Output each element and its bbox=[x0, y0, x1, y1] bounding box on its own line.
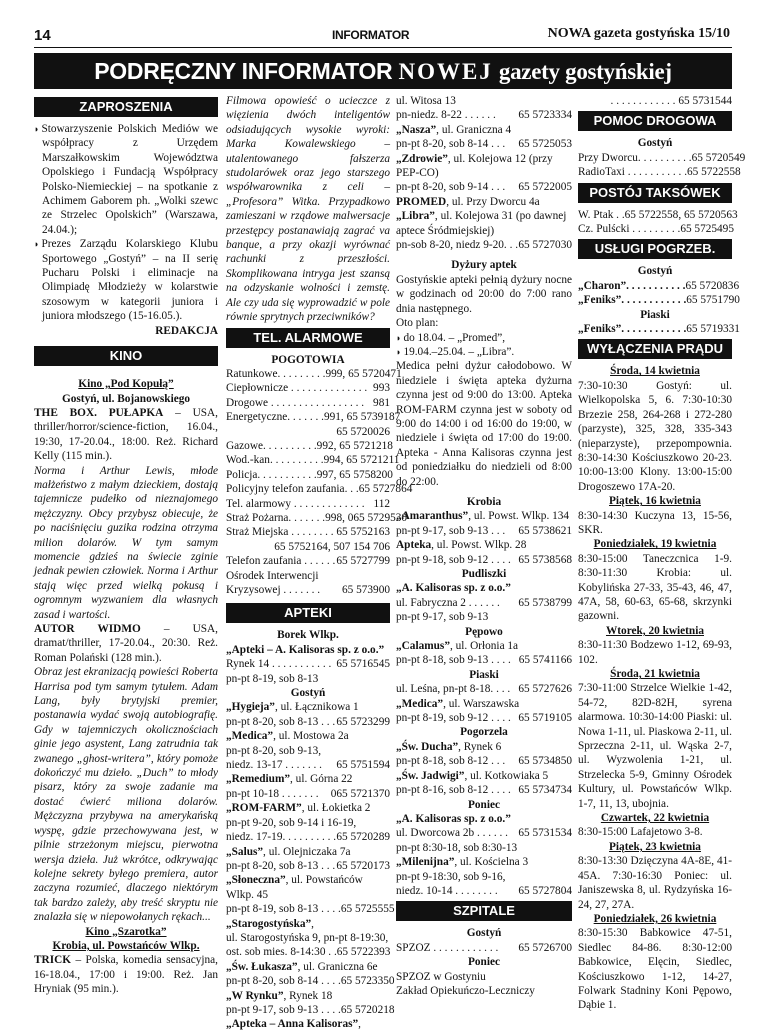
phone-row bbox=[226, 525, 390, 539]
text: 8:30-13:30 Dzięczyna 4A-8E, 41-45A. 7:30-16:30 Poniec: ul. Janiszewska 8, ul. Rydzyńska 16-24, 27, 27A. bbox=[578, 855, 732, 911]
text: ul. Dworcowa 2b . . . . . . bbox=[396, 827, 509, 840]
text: pn-pt 9-17, sob 9-13 bbox=[396, 611, 489, 624]
invitation-sign: REDAKCJA bbox=[155, 324, 218, 337]
text: „Medica” bbox=[226, 730, 274, 743]
text bbox=[396, 884, 572, 898]
movie-1-title: THE BOX. PUŁAPKA bbox=[34, 406, 164, 419]
text: PROMED bbox=[396, 195, 447, 208]
text: pn-sob 8-20, niedz 9-20. . . bbox=[396, 239, 519, 252]
text: pn-pt 8-20, sob 8-13 . . . bbox=[226, 715, 336, 728]
text: pn-pt 8-19, sob 8-13 . . . . bbox=[226, 903, 341, 916]
text: 65 5751790 bbox=[686, 294, 740, 307]
town-poniec: Poniec bbox=[468, 798, 500, 811]
text: Poniec bbox=[468, 956, 500, 969]
phone-row bbox=[226, 396, 390, 410]
text bbox=[226, 787, 390, 801]
text bbox=[226, 945, 390, 959]
header-taxi: POSTÓJ TAKSÓWEK bbox=[578, 183, 732, 203]
text: pn-pt 8-20, sob 9-13, bbox=[226, 744, 322, 757]
text: pn-pt 8-20, sob 8-14 . . . bbox=[396, 138, 506, 151]
text: 65 5727799 bbox=[336, 555, 390, 568]
text: 65 5725555 bbox=[340, 903, 395, 916]
text: , ul. Łokietka 2 bbox=[301, 802, 371, 815]
text: , bbox=[311, 917, 314, 930]
town-pudliszki: Pudliszki bbox=[461, 568, 507, 580]
pharmacy-row bbox=[226, 657, 390, 671]
town-pogorzela: Pogorzela bbox=[460, 726, 508, 739]
text: 8:30-15:00 Lafajetowo 3-8. bbox=[578, 826, 703, 839]
text: Piaski bbox=[640, 308, 670, 321]
pharmacy-hours: pn-pt 8-19, sob 8-13 bbox=[226, 672, 319, 685]
movie-3-title: TRICK bbox=[34, 954, 72, 967]
text: 8:30-15:00 Taneczcnica 1-9. 8:30-11:30 Krobia: ul. Kobylińska 27-33, 35-43, 46, 47, 47A, 58, 60-63, 65-68, skrzynki gazowni. bbox=[578, 552, 732, 623]
text: , ul. Mostowa 2a bbox=[273, 730, 349, 743]
pharmacy-entry bbox=[226, 772, 390, 786]
text bbox=[396, 682, 572, 696]
text: Gostyń bbox=[637, 137, 673, 150]
text bbox=[396, 941, 572, 955]
text: 65 5723350 bbox=[340, 975, 395, 988]
header-szpitale: SZPITALE bbox=[396, 901, 572, 921]
text: pn-pt 9-17, sob 9-13 . . . . bbox=[226, 1003, 341, 1016]
text: „Charon”. . . . . . . . . . . bbox=[578, 279, 686, 292]
text: RadioTaxi . . . . . . . . . . . bbox=[578, 166, 688, 179]
text bbox=[226, 758, 390, 772]
movie-3-desc: Filmowa opowieść o ucieczce z więzienia dwóch inteligentów odsiadujących wysokie wyroki: Marka Kowalewskiego – utalentowanego fałszerza studolarówek oraz jego starszego współwarownika z celi – „Profesora” Witka. Przypadkowo zamieszani w rządowe malwersacje przestępcy postanawiają zagrać va banque, a przy okazji wyrównać rachunki z przeszłości. Skomplikowana intryga jest szansą na odzyskanie wolności i zemstę. Ale czy uda się wyprowadzić w pole równie sprytnych przeciwników? bbox=[226, 95, 390, 324]
text: pn-niedz. 8-22 . . . . . . bbox=[396, 109, 496, 122]
text: „Św. Jadwigi” bbox=[396, 769, 465, 782]
text: 65 5720289 bbox=[336, 831, 390, 844]
text: 65 5725495 bbox=[680, 223, 734, 236]
text: „Hygieja” bbox=[226, 701, 275, 714]
text bbox=[396, 855, 572, 869]
text: , ul. Powst. Wlkp. 28 bbox=[431, 539, 527, 552]
text: 65 5727864 bbox=[358, 483, 413, 496]
text: , ul. Powstańców Wlkp. 45 bbox=[226, 874, 363, 901]
banner-part1: PODRĘCZNY INFORMATOR bbox=[94, 58, 393, 84]
text bbox=[226, 830, 390, 844]
phone-row bbox=[226, 583, 390, 597]
text: 7:30-11:00 Strzelce Wielkie 1-42, 54-72, 82D-82H, syrena alarmowa. 10:30-14:00 Piaski: ul. Nowa 1-11, ul. Piaskowa 2-11, ul. Sprzeczna 2-11, ul. Wąska 2-7, ul. Wyzwolenia 1-21, ul. Strzelecka 5-9, Gminny Ośrodek Kultury, ul. Powstańców Wlkp. 1-7, 11, 13, ubojnia. bbox=[578, 682, 732, 810]
duty-header: Dyżury aptek bbox=[451, 259, 517, 272]
page-number: 14 bbox=[34, 27, 51, 44]
header-pomoc: POMOC DROGOWA bbox=[578, 111, 732, 131]
text: „W Rynku” bbox=[226, 989, 284, 1002]
pharmacy-entry bbox=[226, 700, 390, 714]
text: ul. Starogostyńska 9, pn-pt 8-19:30, bbox=[226, 931, 389, 944]
text: ost. sob mies. 8-14:30 . . bbox=[226, 946, 337, 959]
header-pogrzeb: USŁUGI POGRZEB. bbox=[578, 239, 732, 259]
text: 65 5719105 bbox=[518, 712, 572, 725]
phone-row bbox=[226, 497, 390, 511]
text bbox=[396, 740, 572, 754]
header-kino: KINO bbox=[34, 346, 218, 366]
text: Energetyczne. . . . . . . bbox=[226, 411, 324, 424]
movie-2 bbox=[34, 622, 218, 665]
text: . . . . . . . . . . . . 65 5731544 bbox=[610, 95, 732, 107]
pharmacy-entry bbox=[226, 729, 390, 743]
text: 65 5752163 bbox=[336, 526, 390, 539]
header-prad: WYŁĄCZENIA PRĄDU bbox=[578, 339, 732, 359]
text: ul. Witosa 13 bbox=[396, 95, 456, 107]
text bbox=[396, 180, 572, 194]
text bbox=[396, 209, 572, 238]
pharmacy-entry bbox=[226, 960, 390, 974]
cinema-address: Gostyń, ul. Bojanowskiego bbox=[61, 392, 191, 405]
banner-nowej: NOWEJ bbox=[398, 59, 493, 84]
text: „Św. Ducha” bbox=[396, 740, 459, 753]
text: Ratunkowe. . . . . . . . . bbox=[226, 367, 326, 380]
invitation-2: ◗ Prezes Zarządu Kolarskiego Klubu Sportowego „Gostyń” – na II serię Pucharu Polski i eliminacje na Olimpiadę Młodzieży w kolarstwie szosowym w kategorii juniora i juniora młodszego (15-16.05.). bbox=[34, 237, 218, 323]
text: Czwartek, 22 kwietnia bbox=[600, 812, 710, 825]
text: Środa, 14 kwietnia bbox=[610, 365, 700, 378]
movie-1-info: – USA, thriller/horror/science-fiction, 16.04., 19:30, 17-20.04., 18:00. Reż. Richard Kelly (115 min.). bbox=[34, 406, 218, 463]
text: , ul. Orłonia 1a bbox=[449, 640, 519, 653]
text: , Rynek 6 bbox=[458, 740, 502, 753]
text: 7:30-10:30 Gostyń: ul. Wielkopolska 5, 6. 7:30-10:30 Brzezie 258, 264-268 i 272-280 (parzyste), 325, 328, 335-343 (nieparzyste), przepompownia. 8:30-14:30 Kościuszkowo 20-23. 10:00-13:00 Klony. 13:00-15:00 Drogoszewo 17A-20. bbox=[578, 379, 732, 493]
text: pn-pt 9-20, sob 9-14 i 16-19, bbox=[226, 816, 357, 829]
text: , ul. Warszawska bbox=[443, 697, 520, 710]
text: 65 5723299 bbox=[336, 715, 390, 728]
text bbox=[396, 108, 572, 122]
text: , ul. Graniczna 6e bbox=[297, 960, 378, 973]
text: , ul. Łącznikowa 1 bbox=[274, 701, 359, 714]
text: 981 bbox=[373, 396, 390, 409]
movie-2-info: – USA, dramat/thriller, 17-20.04., 20:30. Reż. Roman Polański (128 min.). bbox=[34, 623, 218, 664]
text bbox=[578, 151, 746, 165]
text bbox=[578, 208, 738, 222]
text bbox=[578, 279, 740, 293]
text: , ul. Górna 22 bbox=[290, 773, 353, 786]
text: 65 5720836 bbox=[685, 279, 740, 292]
text: 65 5720173 bbox=[336, 859, 390, 872]
movie-1 bbox=[34, 406, 218, 464]
text bbox=[226, 974, 395, 988]
text bbox=[226, 1003, 395, 1017]
text: pn-pt 9-17, sob 9-13 . . . bbox=[396, 524, 506, 537]
text: „Feniks”. . . . . . . . . . . . bbox=[578, 323, 687, 336]
text: 8:30-11:30 Bodzewo 1-12, 69-93, 102. bbox=[578, 639, 732, 666]
text: pn-pt 8-18, sob 9-13 . . . . bbox=[396, 654, 511, 667]
text: pn-pt 8-20, sob 8-14 . . . . bbox=[226, 975, 341, 988]
text: „Słoneczna” bbox=[226, 874, 286, 887]
text bbox=[396, 769, 572, 783]
phone-row bbox=[226, 569, 390, 583]
text: „ROM-FARM” bbox=[226, 802, 302, 815]
town-pepowo: Pępowo bbox=[465, 625, 503, 638]
text: Gostyńskie apteki pełnią dyżury nocne w godzinach od 20:00 do 7:00 rano dnia następnego. bbox=[396, 273, 572, 315]
text bbox=[396, 754, 572, 768]
pharmacy-entry bbox=[226, 873, 390, 902]
text bbox=[396, 653, 572, 667]
text: 65 5731534 bbox=[518, 827, 572, 840]
text: 999, 65 5720471 bbox=[325, 367, 402, 380]
text: SPZOZ . . . . . . . . . . . . bbox=[396, 941, 499, 954]
text: 65 5722558, 65 5720563 bbox=[624, 208, 738, 221]
pharmacy-entry bbox=[226, 989, 390, 1003]
text: , Rynek 18 bbox=[283, 989, 333, 1002]
text: Drogowe . . . . . . . . . . . . . . . . . bbox=[226, 396, 365, 409]
text: 991, 65 5739187 bbox=[323, 411, 401, 424]
text bbox=[578, 165, 741, 179]
text: 65 5752164, 507 154 706 bbox=[274, 540, 390, 553]
movie-3-info: – Polska, komedia sensacyjna, 16-18.04., 17:00 i 19:00. Reż. Jan Hryniak (95 min.). bbox=[34, 954, 218, 996]
text: 65 5716545 bbox=[336, 658, 390, 671]
text: 65 5726700 bbox=[518, 941, 572, 954]
text: Gostyń bbox=[637, 265, 673, 278]
text: „Calamus” bbox=[396, 640, 450, 653]
text: 65 5722393 bbox=[336, 946, 391, 959]
column-2 bbox=[226, 94, 413, 1032]
text: 65 5738568 bbox=[518, 553, 572, 566]
text: , ul. Kolejowa 31 (po dawnej aptece Śródmiejskiej) bbox=[396, 210, 567, 237]
text: „Św. Łukasza” bbox=[226, 960, 298, 973]
text: 65 5725053 bbox=[518, 138, 572, 151]
text: 65 573900 bbox=[341, 584, 390, 596]
text: Przy Dworcu. . . . . . . . . . bbox=[578, 151, 692, 164]
header-tel: TEL. ALARMOWE bbox=[226, 328, 390, 348]
text: „Medica” bbox=[396, 697, 444, 710]
text: pn-pt 8-18, sob 8-12 . . . bbox=[396, 755, 506, 768]
phone-row bbox=[226, 381, 390, 395]
text: Cz. Pulścki . . . . . . . . . bbox=[578, 223, 681, 236]
phone-row bbox=[226, 468, 393, 482]
text: Poniedziałek, 19 kwietnia bbox=[593, 538, 717, 551]
text bbox=[396, 195, 572, 209]
text bbox=[396, 697, 572, 711]
phone-row bbox=[226, 425, 390, 439]
text bbox=[396, 152, 572, 181]
text: 65 5727804 bbox=[518, 884, 572, 897]
text: , ul. Graniczna 4 bbox=[436, 123, 512, 136]
pharmacy-entry bbox=[226, 801, 390, 815]
town-piaski: Piaski bbox=[469, 668, 499, 681]
text: Straż Pożarna. . . . . . . bbox=[226, 511, 326, 524]
pharmacy-entry bbox=[226, 917, 390, 931]
phone-row bbox=[226, 367, 402, 381]
pharmacy-entry bbox=[226, 845, 390, 859]
text: 65 5741166 bbox=[518, 654, 572, 667]
text: Ciepłownicze . . . . . . . . . . . . . . bbox=[226, 382, 368, 395]
text: Wod.-kan. . . . . . . . . . bbox=[226, 454, 324, 467]
text: „Apteka – Anna Kalisoras” bbox=[226, 1018, 359, 1031]
text: niedz. 13-17 . . . . . . . bbox=[226, 759, 323, 772]
movie-3 bbox=[34, 953, 218, 996]
text bbox=[396, 639, 572, 653]
town-krobia: Krobia bbox=[466, 495, 502, 508]
text bbox=[578, 222, 732, 236]
text: „Starogostyńska” bbox=[226, 917, 312, 930]
text: , bbox=[358, 1018, 361, 1031]
text: ◗ do 18.04. – „Promed”, bbox=[396, 331, 572, 345]
text: Piątek, 16 kwietnia bbox=[609, 495, 701, 508]
text: Gazowe. . . . . . . . . . bbox=[226, 439, 317, 452]
phone-row bbox=[226, 482, 413, 496]
text bbox=[396, 538, 572, 552]
phone-row bbox=[226, 554, 390, 568]
text: 65 5727626 bbox=[518, 683, 572, 696]
town-borek: Borek Wlkp. bbox=[277, 629, 339, 642]
text bbox=[396, 238, 572, 252]
text: Zakład Opiekuńczo-Leczniczy bbox=[396, 984, 535, 997]
text: ul. Leśna, pn-pt 8-18. . . . bbox=[396, 683, 511, 696]
text: 65 5722005 bbox=[518, 181, 572, 194]
text: pn-pt 9-18:30, sob 9-16, bbox=[396, 870, 506, 883]
text: ◗ 19.04.–25.04. – „Libra”. bbox=[396, 345, 572, 359]
column-4 bbox=[578, 94, 746, 1013]
text: Poniedziałek, 26 kwietnia bbox=[593, 912, 717, 925]
text: , ul. Kotkowiaka 5 bbox=[464, 769, 549, 782]
text: pn-pt 8-20, sob 9-14 . . . bbox=[396, 181, 506, 194]
text: „Remedium” bbox=[226, 773, 291, 786]
text: 998, 065 5729530 bbox=[325, 511, 408, 524]
text: „Feniks”. . . . . . . . . . . . bbox=[578, 294, 687, 307]
text: „Libra” bbox=[396, 210, 435, 223]
text bbox=[396, 123, 572, 137]
text: 992, 65 5721218 bbox=[316, 439, 393, 452]
text: Gostyń bbox=[466, 927, 502, 940]
page-header bbox=[0, 0, 768, 52]
text bbox=[396, 524, 572, 538]
movie-2-title: AUTOR WIDMO bbox=[34, 623, 141, 635]
text bbox=[578, 293, 740, 307]
text: 65 5720549 bbox=[691, 151, 746, 164]
text: Policja. . . . . . . . . . . bbox=[226, 468, 317, 481]
text bbox=[578, 322, 740, 336]
text: Straż Miejska . . . . . . . . bbox=[226, 526, 334, 539]
text: Medica pełni dyżur całodobowo. W niedziele i święta apteka dyżurna czynna jest od 9:00 do 13:00. Apteka ROM-FARM czynna jest w soboty od 9:00 do 14:00 i od 16:00 do 19:00, w niedziele i święta od 17:00 do 19:00. Apteka - Anna Kalisoras czynna jest od poniedziałku do niedzieli od 8:00 do 22:00. bbox=[396, 360, 572, 488]
invitation-1: ◗ Stowarzyszenie Polskich Mediów we współpracy z Urzędem Marszałkowskim Województwa Opolskiego i Fundacją Współpracy Polsko-Niemieckiej – na spotkanie z Achimem Gaborem ph. „Wolki szewc ze Strzelec Opolskich” (Warszawa, 24.04.); bbox=[34, 122, 218, 237]
pharmacy-entry bbox=[226, 1017, 390, 1031]
text: Wtorek, 20 kwietnia bbox=[605, 624, 704, 637]
text: 065 5721370 bbox=[330, 787, 390, 800]
phone-row bbox=[226, 410, 401, 424]
banner-part3: gazety gostyńskiej bbox=[498, 59, 672, 84]
cinema-2-address: Krobia, ul. Powstańców Wlkp. bbox=[52, 939, 200, 952]
text bbox=[226, 902, 395, 916]
phone-row bbox=[226, 439, 393, 453]
text: 65 5738799 bbox=[518, 596, 572, 609]
text: Tel. alarmowy . . . . . . . . . . . . . bbox=[226, 497, 365, 510]
text: ul. Fabryczna 2 . . . . . . bbox=[396, 596, 500, 609]
text bbox=[226, 715, 390, 729]
phone-row bbox=[226, 453, 400, 467]
phone-row bbox=[226, 511, 408, 525]
text: „Nasza” bbox=[396, 123, 437, 136]
text: , ul. Powst. Wlkp. 134 bbox=[468, 510, 570, 523]
text: 65 5720026 bbox=[336, 425, 390, 438]
text: 994, 65 5721211 bbox=[323, 454, 400, 467]
text: , ul. Przy Dworcu 4a bbox=[446, 195, 540, 208]
cinema-2-name: Kino „Szarotka” bbox=[85, 925, 167, 938]
text bbox=[396, 783, 572, 797]
text: pn-pt 8-19, sob 9-12 . . . . bbox=[396, 712, 511, 725]
text: Policyjny telefon zaufania. . . bbox=[226, 483, 359, 496]
text: 65 5727030 bbox=[518, 239, 572, 252]
text: 65 5751594 bbox=[336, 759, 390, 772]
text bbox=[396, 711, 572, 725]
text: , ul. Kościelna 3 bbox=[454, 856, 529, 869]
text: Rynek 14 . . . . . . . . . . . bbox=[226, 658, 332, 671]
text: pn-pt 8-16, sob 8-12 . . . . bbox=[396, 784, 511, 797]
text: 8:30-15:30 Babkowice 47-51, Siedlec 84-86. 8:30-12:00 Babkowice, Elęcin, Siedlec, Kościuszkowo 1-12, 14-27, Folwark Stadniny Koni Pępowo, Dąbie 1. bbox=[578, 927, 732, 1012]
text: „Milenijna” bbox=[396, 856, 455, 869]
newspaper-title: NOWA gazeta gostyńska 15/10 bbox=[547, 26, 730, 41]
text: SPZOZ w Gostyniu bbox=[396, 970, 486, 983]
text: „Zdrowie” bbox=[396, 152, 448, 165]
text: pn-pt 8-20, sob 8-13 . . . bbox=[226, 859, 336, 872]
text: pn-pt 10-18 . . . . . . . bbox=[226, 787, 319, 800]
text: „A. Kalisoras sp. z o.o.” bbox=[396, 812, 511, 825]
text bbox=[396, 509, 572, 523]
text: Apteka bbox=[396, 539, 432, 552]
text: „Salus” bbox=[226, 845, 264, 858]
header-zaproszenia: ZAPROSZENIA bbox=[34, 97, 218, 117]
text: 65 5738621 bbox=[518, 524, 572, 537]
text: „Amaranthus” bbox=[396, 510, 469, 523]
section-title: INFORMATOR bbox=[332, 28, 410, 42]
text bbox=[226, 859, 390, 873]
text: Ośrodek Interwencji bbox=[226, 569, 319, 582]
text: 65 5734734 bbox=[518, 784, 572, 797]
text: Piątek, 23 kwietnia bbox=[609, 840, 701, 853]
pharmacy-name: „Apteki – A. Kalisoras sp. z o.o.” bbox=[226, 643, 385, 656]
header-rule bbox=[34, 47, 732, 48]
text: „A. Kalisoras sp. z o.o.” bbox=[396, 582, 511, 595]
text: 65 5719331 bbox=[686, 323, 740, 336]
text: W. Ptak . . bbox=[578, 208, 625, 221]
text: 993 bbox=[373, 382, 390, 395]
main-banner bbox=[34, 53, 732, 89]
text: niedz. 10-14 . . . . . . . . bbox=[396, 884, 498, 897]
text: 65 5720218 bbox=[340, 1003, 395, 1016]
column-3 bbox=[396, 94, 572, 998]
header-apteki: APTEKI bbox=[226, 603, 390, 623]
phone-row bbox=[226, 540, 390, 554]
text: Oto plan: bbox=[396, 317, 439, 330]
text: 112 bbox=[373, 497, 390, 510]
text: pn-pt 8:30-18, sob 8:30-13 bbox=[396, 841, 518, 854]
text: Środa, 21 kwietnia bbox=[610, 668, 700, 680]
cinema-name: Kino „Pod Kopułą” bbox=[78, 378, 174, 391]
text bbox=[396, 826, 572, 840]
text: 65 5734850 bbox=[518, 755, 572, 768]
text: pn-pt 9-18, sob 9-12 . . . . bbox=[396, 553, 511, 566]
text: 8:30-14:30 Kuczyna 13, 15-56, SKR. bbox=[578, 509, 732, 536]
text bbox=[396, 596, 572, 610]
town-gostyn: Gostyń bbox=[290, 687, 326, 700]
text: , ul. Olejniczaka 7a bbox=[263, 845, 351, 858]
text bbox=[396, 553, 572, 567]
text: Kryzysowej . . . . . . . bbox=[226, 584, 321, 596]
pogotowia-title: POGOTOWIA bbox=[271, 353, 345, 366]
phone-list bbox=[226, 367, 413, 598]
movie-2-desc: Obraz jest ekranizacją powieści Roberta Harrisa pod tym samym tytułem. Adam Lang, były brytyjski premier, postanawia wydać swoją autobiografię. Gdy w tajemniczych okolicznościach ginie jego asystent, Lang zatrudnia tak zwanego „ghost-writera”, który pomoże dokończyć mu dzieło. „Duch” to młody pisarz, który za swoje zadanie ma dostać ćwierć miliona dolarów. Mężczyzna przybywa na amerykańską wyspę, gdzie przechowywana jest, w pilnie strzeżonym miejscu, pierwotna wersja dzieła. Już wkrótce, odkrywając kolejne sekrety byłego premiera, autor zaczyna rozumieć, dlaczego niektórym tak bardzo zależy, aby treść skryptu nie znalazła się w niepowołanych rękach... bbox=[34, 666, 218, 924]
text: niedz. 17-19. . . . . . . . . . bbox=[226, 831, 337, 844]
column-1 bbox=[34, 94, 218, 997]
text: 65 5723334 bbox=[518, 109, 572, 122]
text bbox=[396, 137, 572, 151]
text: 65 5722558 bbox=[687, 166, 741, 179]
text: Telefon zaufania . . . . . . bbox=[226, 555, 336, 568]
text: , ul. Kolejowa 12 (przy PEP-CO) bbox=[396, 152, 553, 180]
movie-1-desc: Norma i Arthur Lewis, młode małżeństwo z małym dzieckiem, dostają tajemnicze pudełko od nieznajomego mężczyzny. Obcy przybysz obiecuje, że po naciśnięciu guzika rodzina otrzyma milion dolarów. W tym samym momencie gdzieś na świecie zginie jednak pewien człowiek. Norma i Arthur stają więc przed wielką pokusą i ogromnym wyzwaniem dla własnych zasad i wartości. bbox=[34, 464, 218, 621]
text: 997, 65 5758200 bbox=[316, 468, 393, 481]
